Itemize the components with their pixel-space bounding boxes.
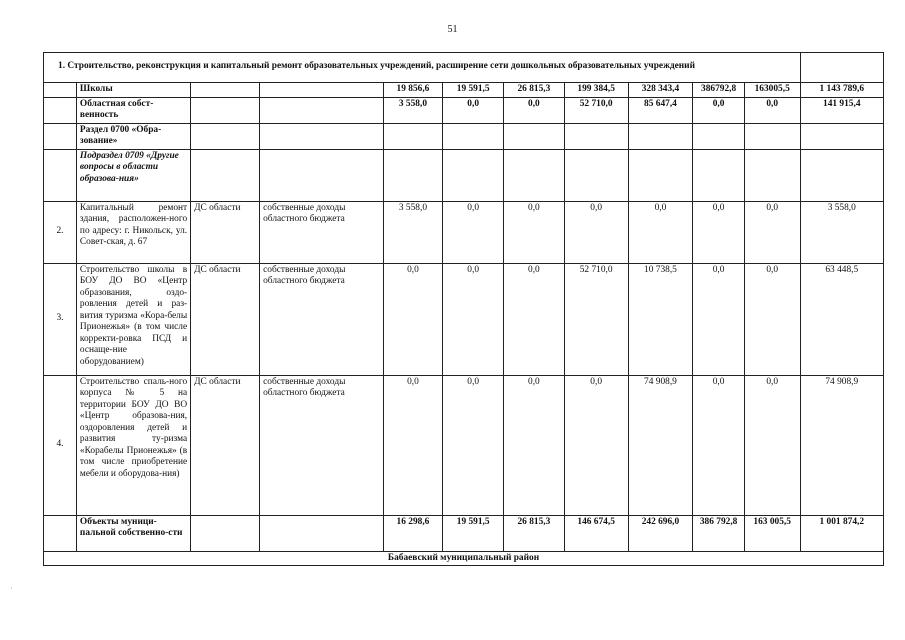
row-funding-source	[260, 149, 384, 201]
row-value	[383, 123, 443, 149]
row-value	[628, 123, 693, 149]
row-value: 1 001 874,2	[800, 515, 883, 551]
row-organization	[191, 149, 260, 201]
row-number	[44, 123, 77, 149]
row-value: 0,0	[383, 263, 443, 375]
row-value: 26 815,3	[504, 515, 565, 551]
row-value: 3 558,0	[800, 201, 883, 263]
row-value: 0,0	[693, 97, 744, 123]
row-name: Строительство школы в БОУ ДО ВО «Центр образования, оздо-ровления детей и раз-вития туризма «Кора-белы Прионежья» (в том числе корректи-ровка ПСД и оснаще-ние оборудованием)	[76, 263, 190, 375]
row-funding-source: собственные доходы областного бюджета	[260, 201, 384, 263]
row-value: 0,0	[383, 375, 443, 515]
row-value: 0,0	[504, 201, 565, 263]
table-cell	[800, 53, 883, 83]
row-name: Школы	[76, 83, 190, 98]
row-organization: ДС области	[191, 375, 260, 515]
row-value: 3 558,0	[383, 97, 443, 123]
district-title: Бабаевский муниципальный район	[44, 551, 884, 566]
row-value	[744, 123, 800, 149]
row-value	[693, 123, 744, 149]
page-number: 51	[447, 24, 458, 35]
section-title: 1. Строительство, реконструкция и капитальный ремонт образовательных учреждений, расширение сети дошкольных образовательных учреждений	[44, 53, 801, 83]
row-name: Строительство спаль-ного корпуса № 5 на территории БОУ ДО ВО «Центр образова-ния, оздоровления детей и развития ту-ризма «Корабелы Прионежья» (в том числе приобретение мебели и оборудова-ния)	[76, 375, 190, 515]
row-organization: ДС области	[191, 201, 260, 263]
row-number: 4.	[44, 375, 77, 515]
row-value: 386792,8	[693, 83, 744, 98]
row-value	[443, 149, 504, 201]
row-number	[44, 97, 77, 123]
row-value	[564, 149, 628, 201]
row-value: 52 710,0	[564, 97, 628, 123]
row-value	[504, 123, 565, 149]
row-value: 0,0	[693, 201, 744, 263]
row-value: 386 792,8	[693, 515, 744, 551]
row-funding-source: собственные доходы областного бюджета	[260, 375, 384, 515]
row-organization	[191, 83, 260, 98]
row-funding-source: собственные доходы областного бюджета	[260, 263, 384, 375]
row-value: 0,0	[443, 97, 504, 123]
table-row	[44, 263, 884, 375]
table-body	[44, 53, 884, 83]
row-name: Областная собст-венность	[76, 97, 190, 123]
row-name: Подраздел 0709 «Другие вопросы в области образова-ния»	[76, 149, 190, 201]
row-value: 19 856,6	[383, 83, 443, 98]
row-value	[443, 123, 504, 149]
margin-mark: ·	[10, 584, 13, 593]
row-value: 74 908,9	[800, 375, 883, 515]
row-value: 0,0	[443, 263, 504, 375]
row-value: 0,0	[744, 97, 800, 123]
row-value: 0,0	[443, 375, 504, 515]
row-funding-source	[260, 83, 384, 98]
row-number: 2.	[44, 201, 77, 263]
district-row	[44, 551, 884, 566]
table-row	[44, 83, 884, 98]
row-value	[693, 149, 744, 201]
row-value: 199 384,5	[564, 83, 628, 98]
row-number	[44, 83, 77, 98]
row-value: 163 005,5	[744, 515, 800, 551]
row-value: 0,0	[744, 375, 800, 515]
row-funding-source	[260, 515, 384, 551]
row-value: 1 143 789,6	[800, 83, 883, 98]
row-value	[800, 149, 883, 201]
row-value: 0,0	[628, 201, 693, 263]
row-value: 74 908,9	[628, 375, 693, 515]
table-row	[44, 375, 884, 515]
row-value: 0,0	[744, 263, 800, 375]
row-number	[44, 515, 77, 551]
row-name: Объекты муници-пальной собственно-сти	[76, 515, 190, 551]
row-value: 26 815,3	[504, 83, 565, 98]
row-value: 0,0	[504, 263, 565, 375]
row-organization	[191, 97, 260, 123]
row-funding-source	[260, 97, 384, 123]
row-value	[383, 149, 443, 201]
row-organization: ДС области	[191, 263, 260, 375]
row-value	[504, 149, 565, 201]
row-value: 0,0	[504, 375, 565, 515]
row-value: 146 674,5	[564, 515, 628, 551]
row-value: 0,0	[564, 375, 628, 515]
row-organization	[191, 515, 260, 551]
row-value	[744, 149, 800, 201]
section-title-row	[44, 53, 884, 83]
row-value: 19 591,5	[443, 83, 504, 98]
row-value	[800, 123, 883, 149]
row-value: 242 696,0	[628, 515, 693, 551]
row-value: 3 558,0	[383, 201, 443, 263]
table-row	[44, 149, 884, 201]
row-value: 0,0	[693, 375, 744, 515]
row-value: 16 298,6	[383, 515, 443, 551]
table-row	[44, 97, 884, 123]
row-value	[628, 149, 693, 201]
row-value: 0,0	[693, 263, 744, 375]
row-value: 0,0	[564, 201, 628, 263]
row-value: 0,0	[504, 97, 565, 123]
table-row	[44, 515, 884, 551]
row-value: 10 738,5	[628, 263, 693, 375]
row-name: Раздел 0700 «Обра-зование»	[76, 123, 190, 149]
row-value: 63 448,5	[800, 263, 883, 375]
row-value: 0,0	[744, 201, 800, 263]
row-name: Капитальный ремонт здания, расположен-ного по адресу: г. Никольск, ул. Совет-ская, д. 67	[76, 201, 190, 263]
row-value: 141 915,4	[800, 97, 883, 123]
row-value: 163005,5	[744, 83, 800, 98]
row-value: 0,0	[443, 201, 504, 263]
row-value	[564, 123, 628, 149]
budget-table	[43, 52, 884, 566]
row-organization	[191, 123, 260, 149]
row-number	[44, 149, 77, 201]
table-row	[44, 123, 884, 149]
row-value: 328 343,4	[628, 83, 693, 98]
row-value: 85 647,4	[628, 97, 693, 123]
row-value: 52 710,0	[564, 263, 628, 375]
data-rows	[44, 83, 884, 552]
row-funding-source	[260, 123, 384, 149]
row-number: 3.	[44, 263, 77, 375]
row-value: 19 591,5	[443, 515, 504, 551]
table-row	[44, 201, 884, 263]
